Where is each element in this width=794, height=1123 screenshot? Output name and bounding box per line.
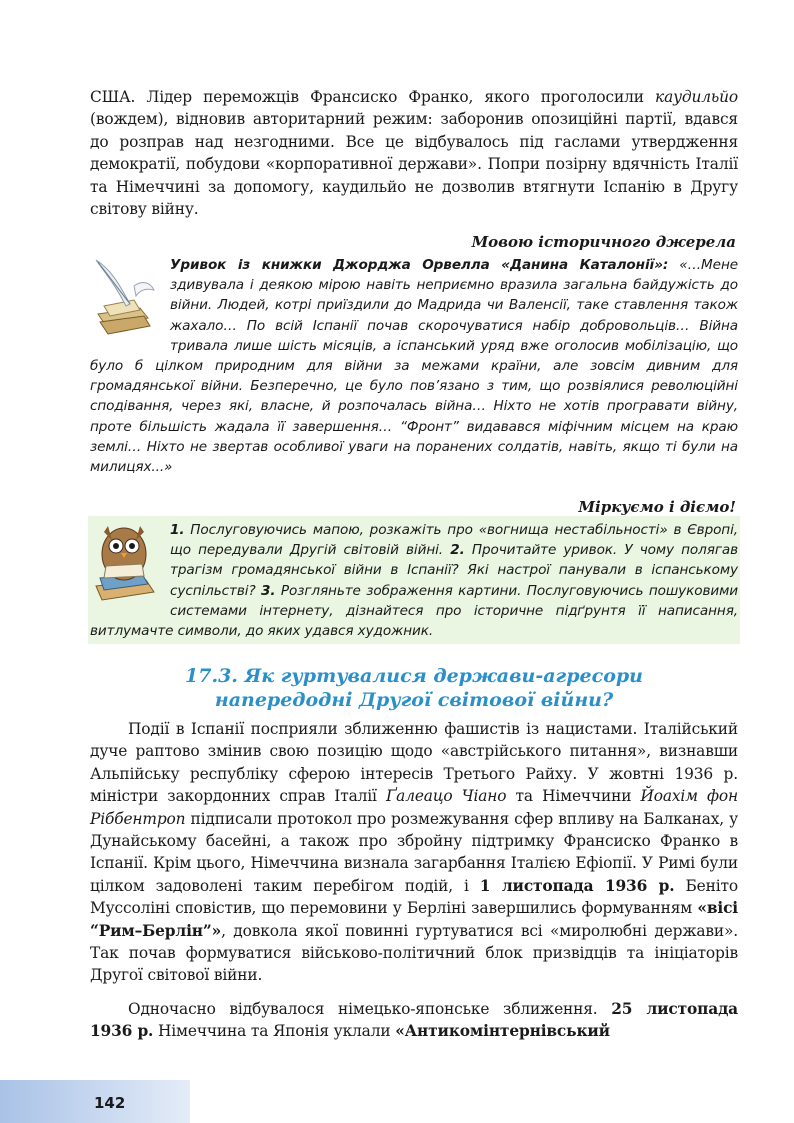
key-term: «Антикомінтернівський <box>395 1022 610 1041</box>
key-date: 1 листопада 1936 р. <box>479 876 675 895</box>
task-box-heading: Міркуємо і діємо! <box>578 498 736 516</box>
body-paragraph <box>90 718 738 987</box>
text-run: Події в Іспанії посприяли зближенню фашистів із нацистами. Італійський дуче раптово змінив свою позицію щодо «австрійського питання», визнавши Альпійську республіку сферою інтересів Третього Райху. У жовтні 1936 р. міністри закордонних справ Італії <box>90 720 738 806</box>
question-number: 3. <box>261 582 276 599</box>
text-run: Беніто Муссоліні сповістив, що перемовини у Берліні завершились формуванням <box>90 876 739 918</box>
body-paragraph <box>90 998 738 1043</box>
task-questions <box>90 520 738 641</box>
question-text: Прочитайте уривок. У чому полягав трагізм громадянської війни в Іспанії? Які настрої панували в іспанському суспільстві? <box>170 542 738 599</box>
question-number: 2. <box>450 542 465 559</box>
source-excerpt <box>90 255 738 477</box>
term-caudillo: каудильйо <box>655 88 738 106</box>
text-run: та Німеччини <box>506 787 641 806</box>
person-name: Йоахім фон Ріббентроп <box>90 787 738 828</box>
source-text: «…Мене здивувала і деякою мірою навіть неприємно вразила загальна байдужість до війни. Людей, котрі приїздили до Мадрида чи Валенсії, таке ставлення також жахало… По всій Іспанії почав скорочуватися набір добровольців… Війна тривала лише шість місяців, а іспанський уряд вже оголосив мобілізацію, що було б цілком природним для війни за межами країни, але зовсім дивним для громадянської війни. Безперечно, це було пов’язано з тим, що розвіялися революційні сподівання, через які, власне, й розпочалась війна… Ніхто не хотів програвати війну, проте більшість жадала її завершення… “Фронт” видавався міфічним місцем на краю землі… Ніхто не звертав особливої уваги на поранених солдатів, навіть, якщо ті були на милицях...» <box>90 257 739 476</box>
question-text: Розгляньте зображення картини. Послуговуючись пошуковими системами інтернету, дізнайтеся про історичне підґрунтя її написання, витлумачте символи, до яких удався художник. <box>90 582 738 640</box>
source-title: Уривок із книжки Джорджа Орвелла «Данина Каталонії»: <box>170 257 669 273</box>
section-title-line: 17.3. Як гуртувалися держави-агресори <box>185 665 643 687</box>
person-name: Ґалеацо Чіано <box>385 787 507 806</box>
page-number: 142 <box>94 1094 126 1112</box>
text-run: підписали протокол про розмежування сфер впливу на Балканах, у Дунайському басейні, а також про збройну підтримку Франсиско Франко в Іспанії. Крім цього, Німеччина визнала загарбання Італією Ефіопії. У Римі були цілком задоволені таким перебігом подій, і <box>90 809 738 895</box>
key-term: «вісі “Рим–Берлін”» <box>90 899 738 940</box>
question-text: Послуговуючись мапою, розкажіть про «вогнища нестабільності» в Європі, що передували Другій світовій війні. <box>170 522 738 559</box>
text-run: США. Лідер переможців Франсиско Франко, якого проголосили <box>90 88 656 106</box>
intro-paragraph <box>90 86 738 220</box>
section-title <box>90 664 738 712</box>
section-title-line: напередодні Другої світової війни? <box>214 689 614 711</box>
text-run: , довкола якої повинні гуртуватися всі «миролюбні держави». Так почав формуватися військово-політичний блок призвідців та ініціаторів Другої світової війни. <box>90 921 738 985</box>
text-run: (вождем), відновив авторитарний режим: заборонив опозиційні партії, вдався до розправ над незгодними. Все це відбувалось під гаслами утвердження демократії, побудови «корпоративної держави». Попри позірну вдячність Італії та Німеччині за допомогу, каудильйо не дозволив втягнути Іспанію в Другу світову війну. <box>90 110 738 219</box>
text-run: Одночасно відбувалося німецько-японське зближення. <box>128 1000 612 1018</box>
source-box-heading: Мовою історичного джерела <box>471 233 736 251</box>
text-run: Німеччина та Японія уклали <box>153 1022 396 1041</box>
question-number: 1. <box>170 522 185 538</box>
key-date: 25 листопада 1936 р. <box>90 1000 738 1041</box>
